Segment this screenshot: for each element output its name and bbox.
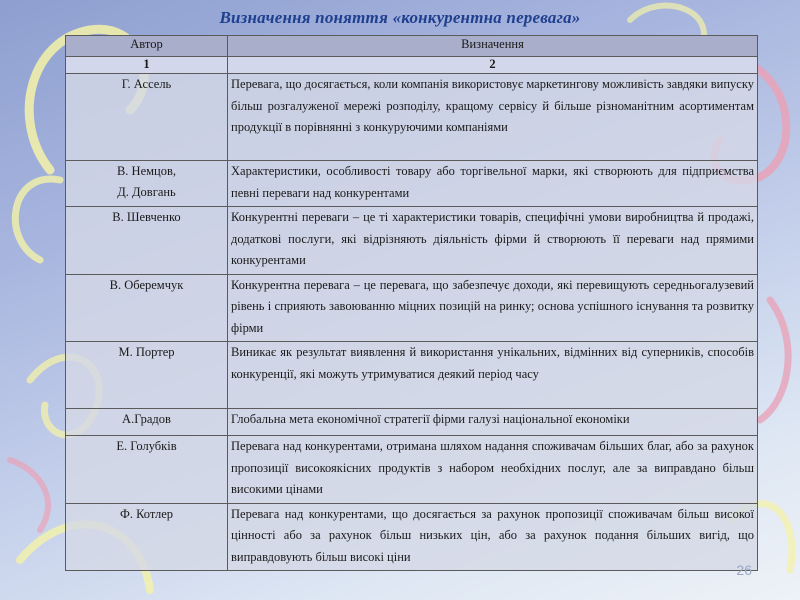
table-header-row	[66, 36, 758, 57]
definition-cell: Конкурентні переваги – це ті характеристики товарів, специфічні умови виробництва й продажі, додаткові послуги, які відрізняють діяльність фірми й створюють її переваги над прямими конкурентами	[228, 207, 758, 275]
author-cell	[66, 161, 228, 207]
author-name: А.Градов	[122, 412, 171, 426]
author-name-second: Д. Довгань	[117, 185, 176, 199]
author-name: Ф. Котлер	[119, 506, 174, 521]
author-cell	[66, 207, 228, 275]
author-name: М. Портер	[118, 345, 175, 359]
definition-cell: Перевага над конкурентами, що досягається за рахунок пропозиції споживачам більш високої цінності або за рахунок більш низьких цін, або за рахунок подання більших вигід, що виправдовують більш високі ціни	[228, 503, 758, 571]
table-row	[66, 436, 758, 504]
table-row	[66, 274, 758, 342]
definitions-table	[65, 35, 758, 571]
definition-cell: Перевага, що досягається, коли компанія використовує маркетингову можливість завдяки випуску більш розгалуженої мережі розподілу, кращому сервісу й більше різноманітним асортиментам продукції в порівнянні з конкуруючими компаніями	[228, 74, 758, 161]
author-name: В. Шевченко	[112, 210, 181, 224]
column-number-1: 1	[66, 57, 228, 74]
table-row	[66, 74, 758, 161]
author-cell	[66, 74, 228, 161]
author-name: Е. Голубків	[116, 439, 177, 453]
header-definition: Визначення	[228, 36, 758, 57]
slide-title: Визначення поняття «конкурентна перевага»	[219, 8, 581, 27]
author-cell	[66, 409, 228, 436]
definition-cell: Виникає як результат виявлення й використання унікальних, відмінних від суперників, способів конкуренції, які можуть утримуватися деякий період часу	[228, 342, 758, 409]
author-name: В. Оберемчук	[109, 277, 184, 292]
author-cell	[66, 436, 228, 504]
header-author: Автор	[66, 36, 228, 57]
table-row	[66, 409, 758, 436]
column-number-2: 2	[228, 57, 758, 74]
definition-cell: Глобальна мета економічної стратегії фірми галузі національної економіки	[228, 409, 758, 436]
definitions-table-container	[65, 35, 757, 571]
table-row	[66, 342, 758, 409]
author-name: В. Немцов,	[116, 164, 177, 178]
definition-cell: Характеристики, особливості товару або торгівельної марки, які створюють для підприємства певні переваги над конкурентами	[228, 161, 758, 207]
table-row	[66, 161, 758, 207]
table-row	[66, 503, 758, 571]
table-row	[66, 207, 758, 275]
author-cell	[66, 503, 228, 571]
definition-cell: Перевага над конкурентами, отримана шляхом надання споживачам більших благ, або за рахунок пропозиції високоякісних продуктів з набором необхідних послуг, але за виправдано більш високими цінами	[228, 436, 758, 504]
author-cell	[66, 342, 228, 409]
page-number: 26	[736, 562, 752, 578]
definition-cell: Конкурентна перевага – це перевага, що забезпечує доходи, які перевищують середньогалузевий рівень і сприяють завоюванню міцних позицій на ринку; основа успішного існування та розвитку фірми	[228, 274, 758, 342]
table-column-number-row	[66, 57, 758, 74]
author-cell	[66, 274, 228, 342]
author-name: Г. Ассель	[121, 77, 172, 91]
